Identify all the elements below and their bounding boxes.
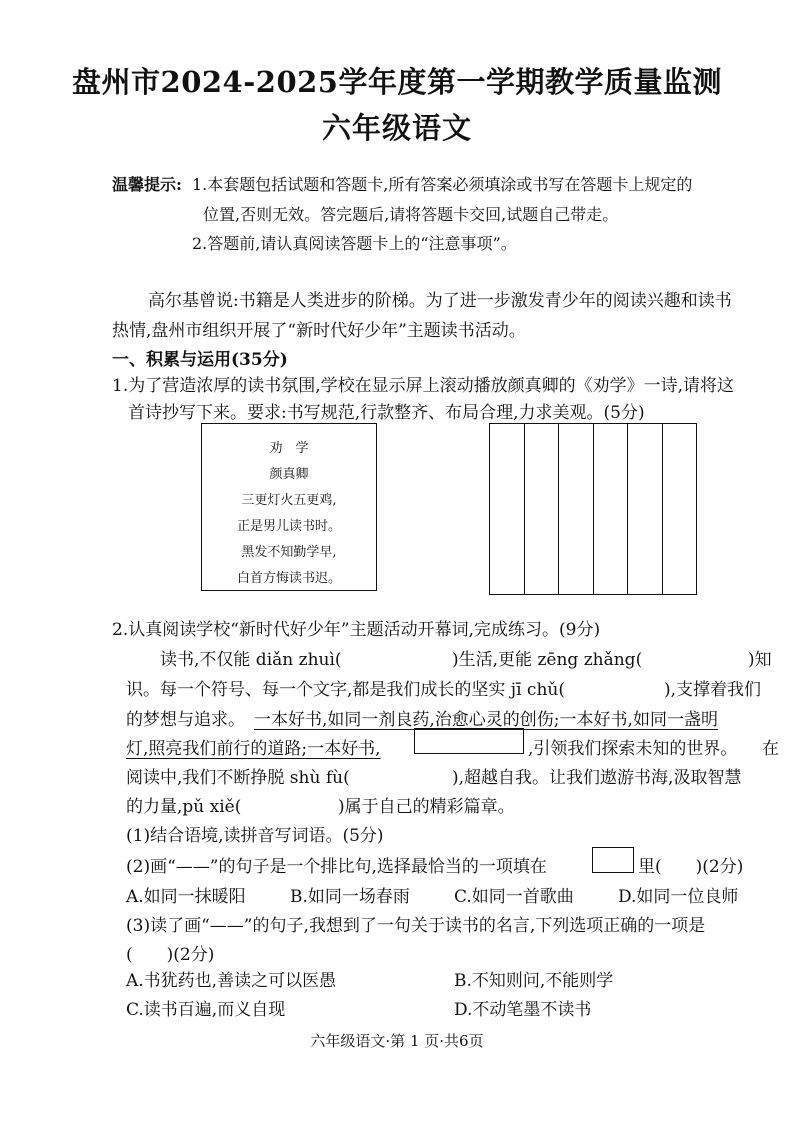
q2-sub-2-tail: 里( )(2分) — [638, 857, 744, 877]
writing-column[interactable] — [594, 424, 629, 594]
option-b[interactable]: B.如同一场春雨 — [290, 887, 410, 907]
poem-line: 黑发不知勤学早, — [241, 545, 337, 560]
option-c[interactable]: C.读书百遍,而义自现 — [126, 1000, 286, 1020]
answer-box[interactable] — [592, 847, 634, 873]
q2-p5a: 阅读中,我们不断挣脱 shù fù( — [126, 768, 350, 788]
fill-in-box[interactable] — [414, 728, 524, 754]
q2-sub-1: (1)结合语境,读拼音写词语。(5分) — [126, 826, 384, 846]
option-d[interactable]: D.不动笔墨不读书 — [454, 1000, 592, 1020]
q2-sub-2: (2)画“——”的句子是一个排比句,选择最恰当的一项填在 — [126, 857, 547, 877]
writing-column[interactable] — [559, 424, 594, 594]
intro-line-2: 热情,盘州市组织开展了“新时代好少年”主题读书活动。 — [112, 321, 526, 341]
q2-p1a: 读书,不仅能 diǎn zhuì( — [160, 650, 342, 670]
q2-p6a: 的力量,pǔ xiě( — [126, 797, 242, 817]
option-b[interactable]: B.不知则问,不能则学 — [454, 971, 614, 991]
q2-sub-3: (3)读了画“——”的句子,我想到了一句关于读书的名言,下列选项正确的一项是 — [126, 916, 706, 936]
writing-grid[interactable] — [489, 423, 697, 595]
poem-line: 三更灯火五更鸡, — [241, 493, 337, 508]
q1-line-2: 首诗抄写下来。要求:书写规范,行款整齐、布局合理,力求美观。(5分) — [128, 403, 645, 423]
option-a[interactable]: A.书犹药也,善读之可以医愚 — [126, 971, 337, 991]
writing-column[interactable] — [490, 424, 525, 594]
q2-p4c: 在 — [762, 739, 779, 759]
q2-p2a: 识。每一个符号、每一个文字,都是我们成长的坚实 jī chǔ( — [126, 680, 565, 700]
poem-box — [201, 423, 377, 591]
exam-title: 盘州市2024-2025学年度第一学期教学质量监测 — [72, 65, 722, 99]
poem-line: 白首方悔读书迟。 — [236, 571, 341, 586]
writing-column[interactable] — [663, 424, 697, 594]
tips-line-2: 2.答题前,请认真阅读答题卡上的“注意事项”。 — [192, 234, 517, 253]
intro-line-1: 高尔基曾说:书籍是人类进步的阶梯。为了进一步激发青少年的阅读兴趣和读书 — [148, 291, 732, 311]
writing-column[interactable] — [628, 424, 663, 594]
q2-p1b: )生活,更能 zēng zhǎng( — [452, 650, 643, 670]
q2-p1c: )知 — [748, 650, 772, 670]
section-heading: 一、积累与运用(35分) — [112, 350, 288, 370]
poem-line: 正是男儿读书时。 — [236, 519, 341, 534]
tips-line-1b: 位置,否则无效。答完题后,请将答题卡交回,试题自己带走。 — [203, 205, 619, 224]
poem-title: 劝 学 — [269, 441, 309, 456]
q2-sub-3-tail: ( )(2分) — [126, 945, 215, 965]
q2-p2b: ),支撑着我们 — [664, 680, 762, 700]
q2-p5b: ),超越自我。让我们遨游书海,汲取智慧 — [452, 768, 742, 788]
option-d[interactable]: D.如同一位良师 — [618, 887, 739, 907]
q2-heading: 2.认真阅读学校“新时代好少年”主题活动开幕词,完成练习。(9分) — [112, 620, 601, 640]
poem-author: 颜真卿 — [269, 467, 309, 482]
writing-column[interactable] — [525, 424, 560, 594]
tips-line-1: 1.本套题包括试题和答题卡,所有答案必须填涂或书写在答题卡上规定的 — [192, 175, 693, 194]
tips-label: 温馨提示: — [112, 175, 182, 194]
q1-line-1: 1.为了营造浓厚的读书氛围,学校在显示屏上滚动播放颜真卿的《劝学》一诗,请将这 — [112, 376, 735, 396]
q2-p3a: 的梦想与追求。 — [126, 710, 245, 730]
parallel-sentence-part-1: 一本好书,如同一剂良药,治愈心灵的创伤;一本好书,如同一盏明 — [254, 710, 718, 730]
q2-p6b: )属于自己的精彩篇章。 — [338, 797, 515, 817]
parallel-sentence-part-2: 灯,照亮我们前行的道路;一本好书, — [126, 739, 381, 759]
option-c[interactable]: C.如同一首歌曲 — [454, 887, 574, 907]
page-footer: 六年级语文·第 1 页·共6页 — [310, 1032, 484, 1050]
exam-subtitle: 六年级语文 — [321, 111, 472, 145]
option-a[interactable]: A.如同一抹暖阳 — [126, 887, 246, 907]
q2-p4b: ,引领我们探索未知的世界。 — [528, 739, 738, 759]
